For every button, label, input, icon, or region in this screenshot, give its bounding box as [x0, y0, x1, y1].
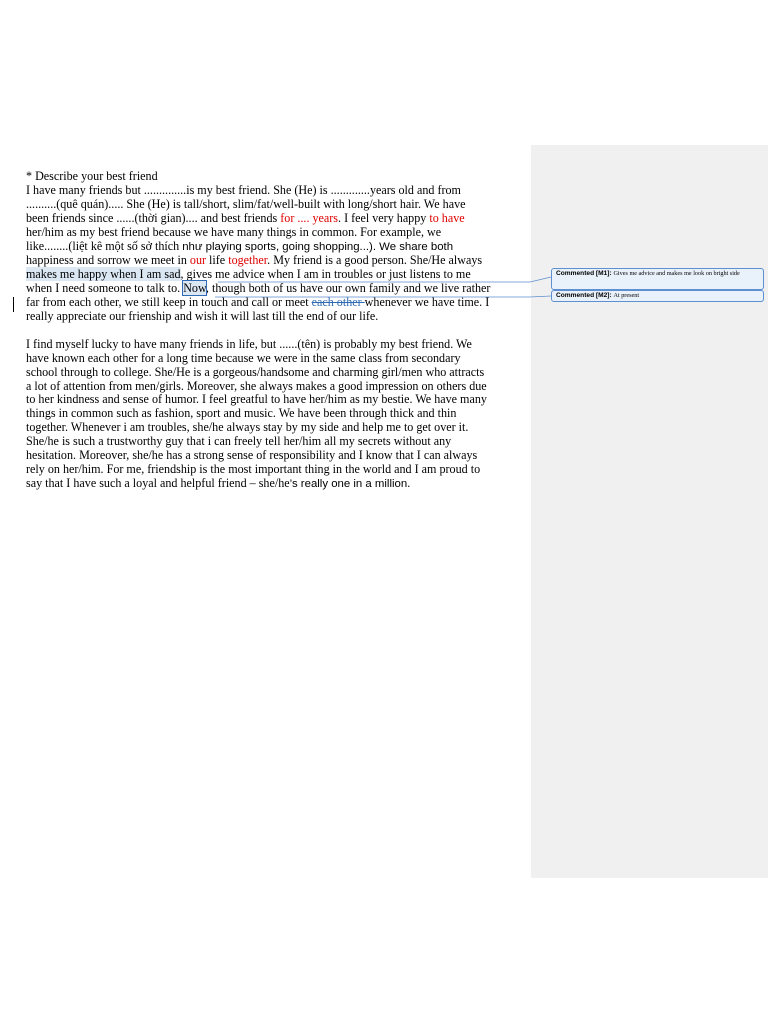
comment-text: At present: [613, 292, 640, 299]
red-text: for .... years: [280, 210, 339, 225]
red-text: together: [228, 253, 268, 268]
tracked-deletion: each other: [311, 295, 365, 310]
comment-anchor-m1[interactable]: makes me happy when I am sad: [26, 267, 181, 282]
doc-line: really appreciate our frienship and wish it will last till the end of our life.: [26, 309, 379, 324]
doc-line: her/him as my best friend because we have many things in common. For example, we: [26, 224, 442, 239]
doc-line: hesitation. Moreover, she/he has a strong sense of responsibility and I know that I can always: [26, 448, 478, 463]
comment-balloon-m1[interactable]: [551, 268, 764, 290]
doc-line: I find myself lucky to have many friends in life, but ......(tên) is probably my best friend. We: [26, 336, 472, 351]
document-body[interactable]: [26, 170, 526, 492]
heading-text: * Describe your best friend: [26, 169, 158, 183]
doc-line: things in common such as fashion, sport and music. We have been through thick and thin: [26, 406, 457, 421]
doc-line: school through to college. She/He is a gorgeous/handsome and charming girl/men who attracts: [26, 364, 485, 379]
doc-line: say that I have such a loyal and helpful friend – she/he’s really one in a million.: [26, 475, 411, 490]
doc-line: rely on her/him. For me, friendship is the most important thing in the world and I am proud to: [26, 462, 481, 477]
comment-label: Commented [M2]:: [556, 292, 612, 299]
comment-balloon-m2[interactable]: [551, 290, 764, 302]
doc-line: a lot of attention from men/girls. Moreover, she always makes a good impression on others due: [26, 378, 487, 393]
comment-text: Gives me advice and makes me look on bright side: [613, 270, 740, 277]
doc-line: to her kindness and sense of humor. I feel greatful to have her/him as my bestie. We have many: [26, 392, 487, 407]
doc-line: makes me happy when I am sad, gives me advice when I am in troubles or just listens to me: [26, 267, 471, 282]
doc-line: like........(liệt kê một số sở thích như playing sports, going shopping...). We share both: [26, 238, 454, 253]
doc-line: when I need someone to talk to. Now, though both of us have our own family and we live rather: [26, 281, 491, 296]
doc-line: have known each other for a long time because we were in the same class from secondary: [26, 350, 461, 365]
doc-line: together. Whenever i am troubles, she/he always stay by my side and help me to get over it.: [26, 420, 469, 435]
doc-line: [26, 170, 526, 184]
doc-line: I have many friends but ..............is my best friend. She (He) is .............years old and from: [26, 182, 461, 197]
doc-line: been friends since ......(thời gian).... and best friends for .... years. I feel very happy to have: [26, 210, 465, 225]
doc-line: She/he is such a trustworthy guy that i can freely tell her/him all my secrets without any: [26, 434, 452, 449]
red-text: to have: [429, 210, 465, 225]
doc-line: far from each other, we still keep in touch and call or meet each other whenever we have time. I: [26, 295, 490, 310]
doc-line: happiness and sorrow we meet in our life together. My friend is a good person. She/He always: [26, 253, 483, 268]
comment-anchor-m2[interactable]: Now: [183, 281, 206, 296]
comment-label: Commented [M1]:: [556, 270, 612, 277]
red-text: our: [189, 253, 207, 268]
doc-line: ..........(quê quán)..... She (He) is tall/short, slim/fat/well-built with long/short hair. We have: [26, 196, 466, 211]
text-cursor: [13, 297, 14, 312]
